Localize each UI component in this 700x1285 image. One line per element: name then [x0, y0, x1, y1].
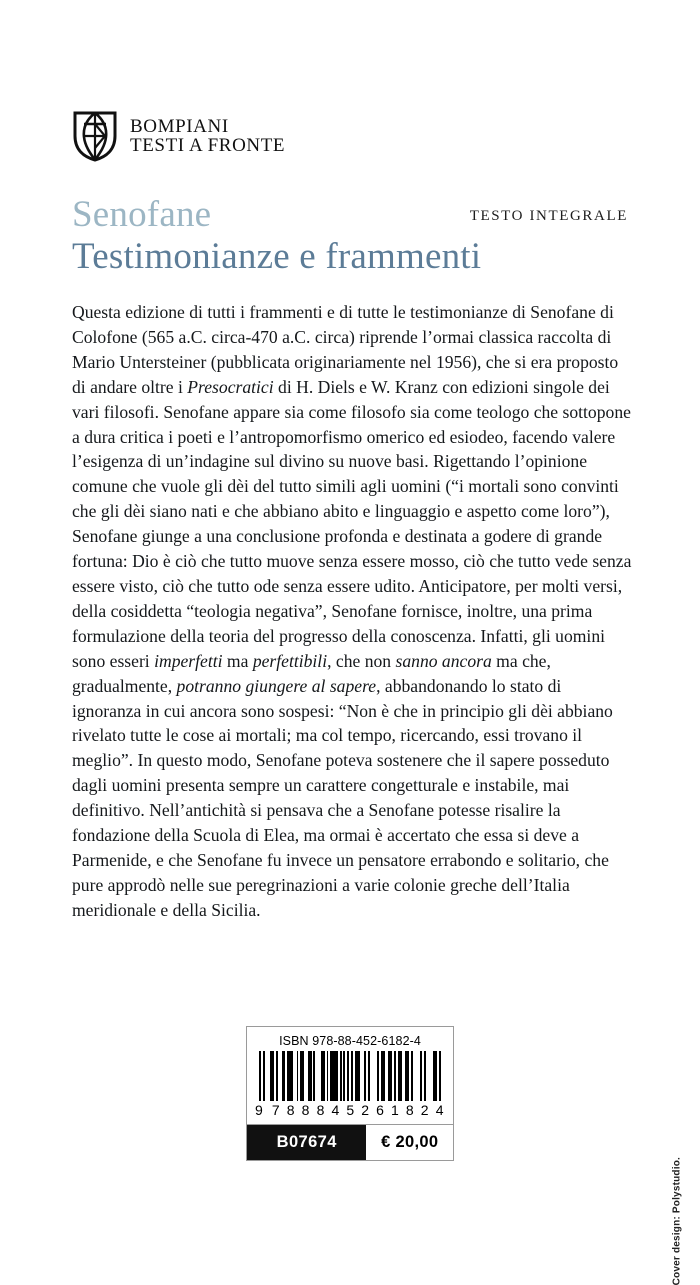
ean-digit: 8 [286, 1102, 296, 1118]
cover-design-credit: Cover design: Polystudio. [671, 1157, 682, 1285]
edition-tag: TESTO INTEGRALE [469, 208, 628, 224]
barcode-bars [259, 1051, 441, 1101]
ean-digit: 8 [405, 1102, 415, 1118]
ean-digit: 4 [435, 1102, 444, 1118]
publisher-wordmark [130, 117, 285, 156]
publisher-series: TESTI A FRONTE [130, 135, 286, 156]
blurb-paragraph: Questa edizione di tutti i frammenti e di tutte le testimonianze di Senofane di Colofone (565 a.C. circa-470 a.C. circa) riprende l’ormai classica raccolta di Mario Untersteiner (pubblicata originariamente nel 1956), che si era proposto di andare oltre i Presocratici di H. Diels e W. Kranz con edizioni singole dei vari filosofi. Senofane appare sia come filosofo sia come teologo che sottopone a dura critica i poeti e l’antropomorfismo omerico ed esiodeo, facendo valere l’esigenza di un’indagine sul divino su nuove basi. Rigettando l’opinione comune che vuole gli dèi del tutto simili agli uomini (“i mortali sono convinti che gli dèi siano nati e che abbiano abito e linguaggio e aspetto come loro”), Senofane giunge a una conclusione profonda e destinata a godere di grande fortuna: Dio è ciò che tutto muove senza essere mosso, ciò che tutto vede senza essere visto, ciò che tutto ode senza essere udito. Anticipatore, per molti versi, della cosiddetta “teologia negativa”, Senofane fornisce, inoltre, una prima formulazione della teoria del progresso della conoscenza. Infatti, gli uomini sono esseri imperfetti ma perfettibili, che non sanno ancora ma che, gradualmente, potranno giungere al sapere, abbandonando lo stato di ignoranza in cui ancora sono sospesi: “Non è che in principio gli dèi abbiano rivelato tutte le cose ai mortali; ma col tempo, ricercando, essi trovano il meglio”. In questo modo, Senofane poteva sostenere che il sapere posseduto dagli uomini presenta sempre un carattere congetturale e instabile, mai definitivo. Nell’antichità si pensava che a Senofane potesse risalire la fondazione della Scuola di Elea, ma ormai è accertato che essa si deve a Parmenide, e che Senofane fu invece un pensatore errabondo e solitario, che pure approdò nelle sue peregrinazioni a varie colonie greche dell’Italia meridionale e della Sicilia. [72, 302, 632, 920]
book-author: Senofane [72, 194, 212, 235]
ean-digit: 6 [376, 1102, 385, 1118]
ean-digit: 7 [271, 1102, 281, 1118]
title-area [72, 196, 628, 278]
ean-digit: 4 [331, 1102, 340, 1118]
book-title: Testimonianze e frammenti [72, 235, 482, 277]
back-cover-blurb [72, 300, 632, 923]
publisher-name: BOMPIANI [130, 115, 229, 137]
ean-digit: 9 [255, 1102, 264, 1118]
ean-digit: 1 [391, 1102, 400, 1118]
ean-digit: 2 [361, 1102, 370, 1118]
price-row [247, 1124, 453, 1160]
bompiani-crest-icon [72, 110, 118, 162]
ean-digit-row [247, 1101, 453, 1124]
ean-digit: 8 [301, 1102, 310, 1118]
title-row [72, 196, 628, 235]
ean-digit: 2 [420, 1102, 430, 1118]
barcode-card [246, 1026, 454, 1161]
publisher-logo-block [72, 110, 285, 162]
price-value: € 20,00 [366, 1125, 453, 1160]
isbn-label: ISBN 978-88-452-6182-4 [279, 1034, 421, 1048]
internal-code: B07674 [247, 1125, 366, 1160]
ean-digit: 8 [316, 1102, 325, 1118]
ean-digit: 5 [346, 1102, 355, 1118]
